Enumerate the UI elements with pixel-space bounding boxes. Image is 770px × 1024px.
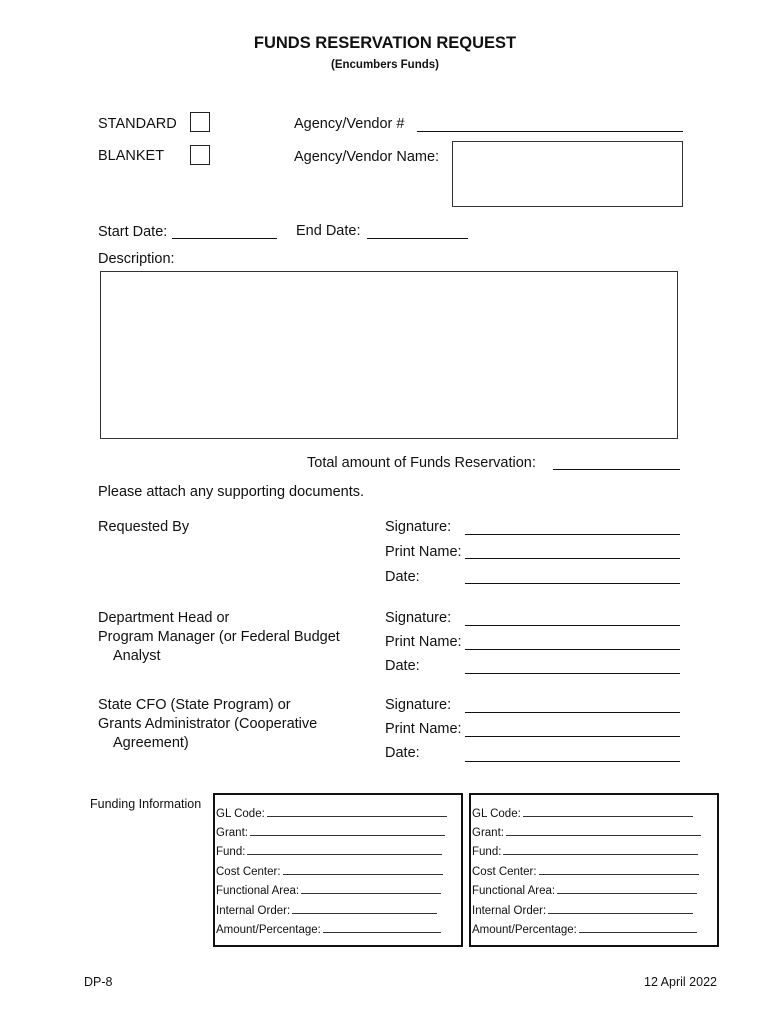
cost-center-field[interactable]: Cost Center: [216, 864, 443, 878]
form-title: FUNDS RESERVATION REQUEST [253, 34, 517, 52]
functional-area-field[interactable]: Functional Area: [216, 883, 441, 897]
description-field[interactable] [100, 271, 678, 439]
date-field[interactable] [465, 673, 680, 674]
standard-label: STANDARD [98, 116, 177, 132]
total-label: Total amount of Funds Reservation: [307, 455, 536, 471]
requested-by-label: Requested By [98, 519, 190, 535]
funding-box-right [469, 793, 719, 947]
print-name-field[interactable] [465, 736, 680, 737]
grant-field[interactable]: Grant: [216, 825, 445, 839]
state-cfo-label: State CFO (State Program) or Grants Administrator (Cooperative Agreement) [98, 697, 318, 751]
vendor-name-label: Agency/Vendor Name: [294, 149, 440, 165]
revision-date: 12 April 2022 [644, 975, 717, 989]
standard-checkbox[interactable] [190, 112, 210, 132]
blanket-label: BLANKET [98, 148, 165, 164]
form-id: DP-8 [84, 975, 113, 989]
vendor-number-label: Agency/Vendor # [294, 116, 405, 132]
start-date-label: Start Date: [98, 224, 168, 240]
department-head-label: Department Head or Program Manager (or Federal Budget Analyst [98, 610, 340, 664]
date-label: Date: [385, 745, 420, 761]
date-field[interactable] [465, 583, 680, 584]
amount-percentage-field[interactable]: Amount/Percentage: [216, 922, 441, 936]
funding-box-left [213, 793, 463, 947]
date-field[interactable] [465, 761, 680, 762]
functional-area-field[interactable]: Functional Area: [472, 883, 697, 897]
print-name-label: Print Name: [385, 544, 462, 560]
amount-percentage-field[interactable]: Amount/Percentage: [472, 922, 697, 936]
print-name-label: Print Name: [385, 634, 462, 650]
vendor-name-field[interactable] [452, 141, 683, 207]
print-name-field[interactable] [465, 558, 680, 559]
date-label: Date: [385, 569, 420, 585]
end-date-field[interactable] [367, 238, 468, 239]
print-name-label: Print Name: [385, 721, 462, 737]
blanket-checkbox[interactable] [190, 145, 210, 165]
fund-field[interactable]: Fund: [472, 844, 698, 858]
description-label: Description: [98, 251, 175, 267]
signature-label: Signature: [385, 610, 452, 626]
grant-field[interactable]: Grant: [472, 825, 701, 839]
internal-order-field[interactable]: Internal Order: [216, 903, 437, 917]
signature-field[interactable] [465, 625, 680, 626]
end-date-label: End Date: [296, 223, 361, 239]
print-name-field[interactable] [465, 649, 680, 650]
fund-field[interactable]: Fund: [216, 844, 442, 858]
attach-note: Please attach any supporting documents. [98, 484, 364, 500]
gl-code-field[interactable]: GL Code: [472, 806, 693, 820]
internal-order-field[interactable]: Internal Order: [472, 903, 693, 917]
start-date-field[interactable] [172, 238, 277, 239]
funding-information-label: Funding Information [90, 797, 202, 811]
signature-field[interactable] [465, 534, 680, 535]
gl-code-field[interactable]: GL Code: [216, 806, 447, 820]
form-subtitle: (Encumbers Funds) [331, 59, 439, 71]
total-field[interactable] [553, 469, 680, 470]
date-label: Date: [385, 658, 420, 674]
cost-center-field[interactable]: Cost Center: [472, 864, 699, 878]
signature-field[interactable] [465, 712, 680, 713]
vendor-number-field[interactable] [417, 131, 683, 132]
signature-label: Signature: [385, 519, 452, 535]
signature-label: Signature: [385, 697, 452, 713]
